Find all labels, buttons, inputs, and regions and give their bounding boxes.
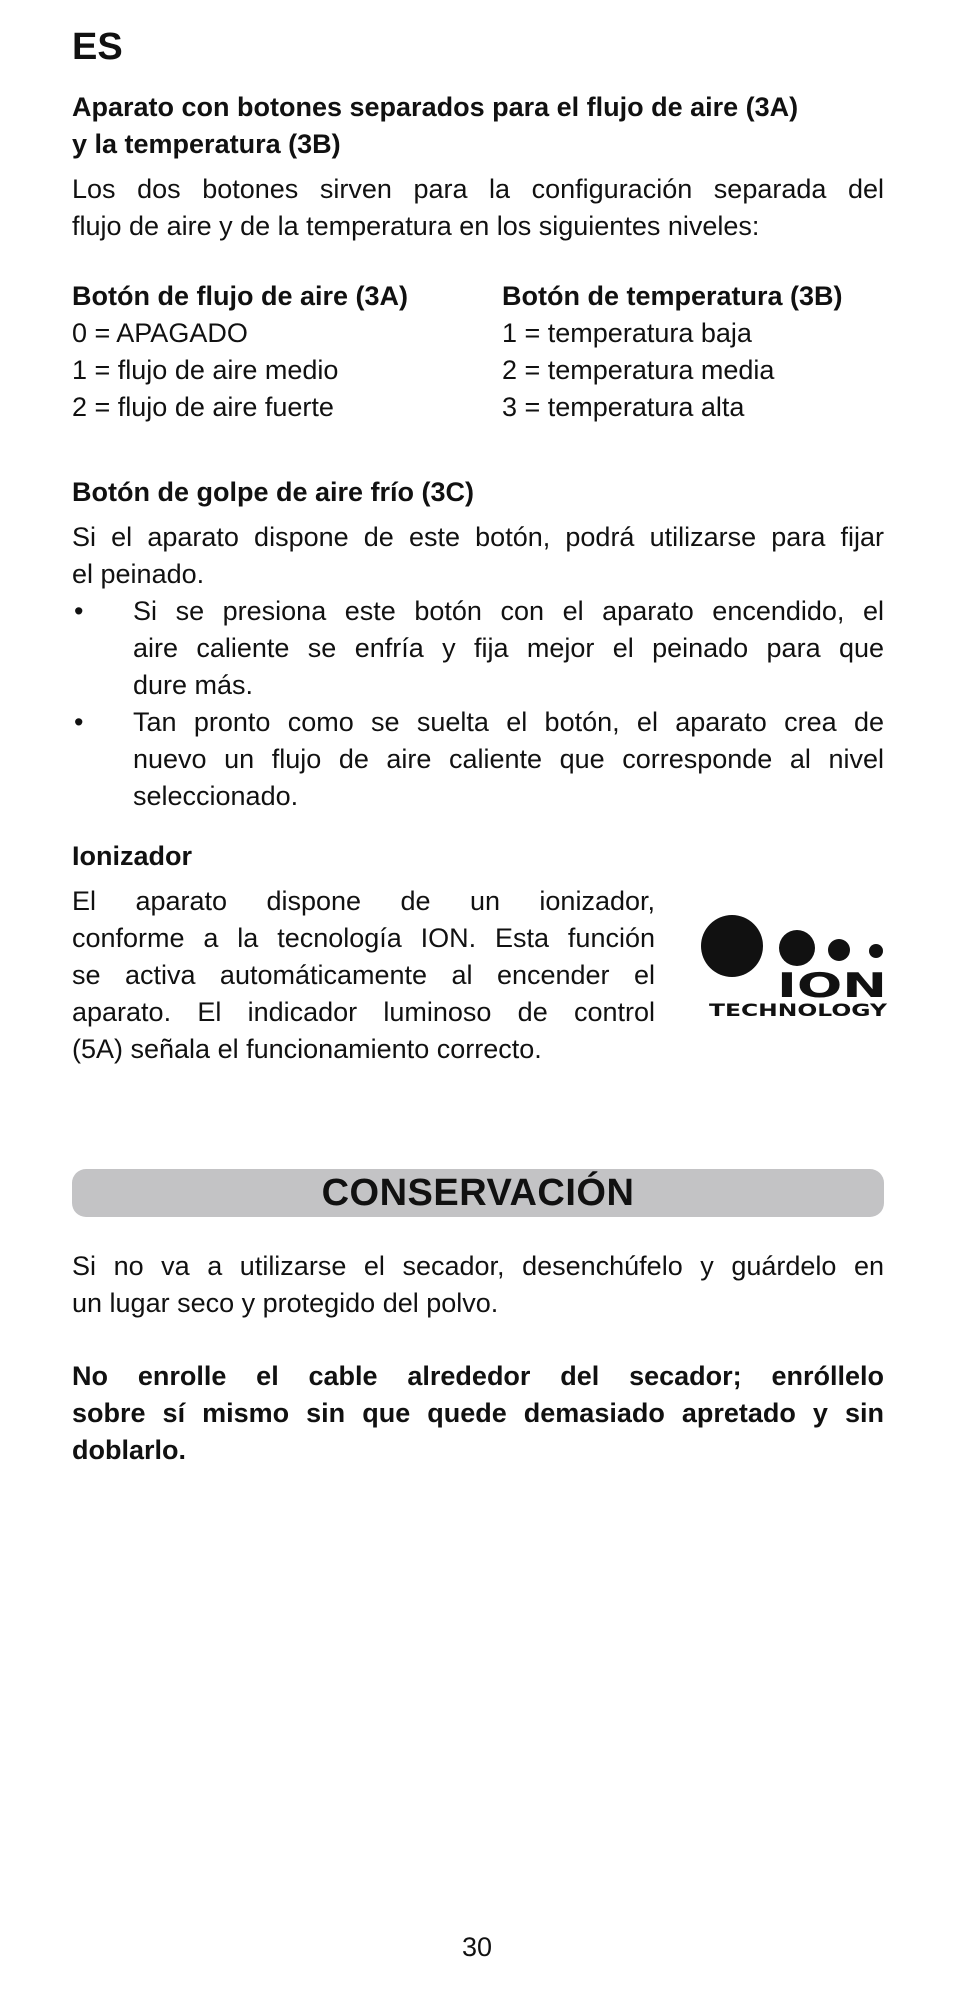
ionizer-section: [72, 838, 884, 875]
ionizer-paragraph: [72, 883, 655, 1068]
cold-shot-intro: [72, 519, 884, 593]
ion-logo-sub: TECHNOLOGY: [709, 1001, 888, 1021]
ionizer-heading: Ionizador: [72, 841, 192, 871]
ionizer-line: (5A) señala el funcionamiento correcto.: [72, 1034, 542, 1064]
conservation-banner: [72, 1169, 884, 1217]
list-item: [72, 593, 884, 704]
bullet-line: Tan pronto como se suelta el botón, el aparato crea de: [133, 707, 884, 737]
temperature-level: 2 = temperatura media: [502, 355, 775, 385]
bullet-marker: •: [74, 596, 84, 626]
airflow-level: 0 = APAGADO: [72, 318, 248, 348]
bullet-line: nuevo un flujo de aire caliente que corresponde al nivel: [133, 744, 884, 774]
airflow-column: [72, 278, 408, 426]
airflow-level: 2 = flujo de aire fuerte: [72, 392, 334, 422]
intro-line: flujo de aire y de la temperatura en los siguientes niveles:: [72, 211, 760, 241]
ion-technology-logo: [700, 905, 890, 1025]
ion-logo-word: ION: [777, 966, 887, 1006]
cable-warning-line: No enrolle el cable alrededor del secador; enróllelo: [72, 1361, 884, 1391]
cold-shot-bullet-list: [72, 593, 884, 815]
conservation-line: Si no va a utilizarse el secador, desenchúfelo y guárdelo en: [72, 1251, 884, 1281]
temperature-column: [502, 278, 843, 426]
language-code: ES: [72, 26, 123, 68]
airflow-level: 1 = flujo de aire medio: [72, 355, 339, 385]
ionizer-line: conforme a la tecnología ION. Esta función: [72, 923, 655, 953]
ionizer-line: se activa automáticamente al encender el: [72, 960, 655, 990]
bullet-line: Si se presiona este botón con el aparato encendido, el: [133, 596, 884, 626]
airflow-heading: Botón de flujo de aire (3A): [72, 281, 409, 311]
bullet-line: aire caliente se enfría y fija mejor el peinado para que: [133, 633, 884, 663]
temperature-heading: Botón de temperatura (3B): [502, 281, 843, 311]
cold-shot-section: [72, 474, 884, 511]
conservation-line: un lugar seco y protegido del polvo.: [72, 1288, 499, 1318]
ionizer-line: El aparato dispone de un ionizador,: [72, 886, 655, 916]
list-item: [72, 704, 884, 815]
ionizer-line: aparato. El indicador luminoso de control: [72, 997, 655, 1027]
intro-paragraph: [72, 171, 884, 245]
ion-dots-icon: [700, 905, 890, 1025]
section-title-line: Aparato con botones separados para el flujo de aire (3A): [72, 92, 799, 122]
conservation-title: CONSERVACIÓN: [321, 1171, 635, 1214]
bullet-line: seleccionado.: [133, 781, 299, 811]
cable-warning-line: doblarlo.: [72, 1435, 186, 1465]
section-title: [72, 89, 884, 163]
cold-shot-heading: Botón de golpe de aire frío (3C): [72, 477, 475, 507]
temperature-level: 3 = temperatura alta: [502, 392, 745, 422]
bullet-line: dure más.: [133, 670, 254, 700]
temperature-level: 1 = temperatura baja: [502, 318, 752, 348]
cable-warning: [72, 1358, 884, 1469]
cold-shot-intro-line: Si el aparato dispone de este botón, podrá utilizarse para fijar: [72, 522, 884, 552]
page-number: 30: [461, 1932, 493, 1962]
button-levels-table: [72, 278, 892, 428]
cold-shot-intro-line: el peinado.: [72, 559, 205, 589]
conservation-paragraph: [72, 1248, 884, 1322]
intro-line: Los dos botones sirven para la configuración separada del: [72, 174, 884, 204]
cable-warning-line: sobre sí mismo sin que quede demasiado apretado y sin: [72, 1398, 884, 1428]
bullet-marker: •: [74, 707, 84, 737]
section-title-line: y la temperatura (3B): [72, 129, 341, 159]
